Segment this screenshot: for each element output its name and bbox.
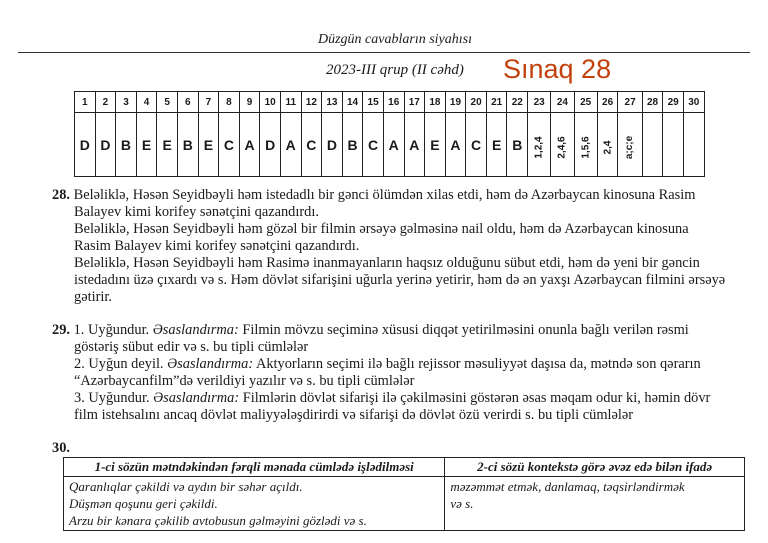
answer-value: 2,4,6 (556, 135, 568, 159)
col1-cell (64, 477, 445, 531)
answer-number-cell: 4 (136, 92, 157, 113)
synonym-text: və s. (450, 496, 474, 511)
group-label: 2023-III qrup (II cəhd) (326, 62, 464, 78)
answer-number-cell: 8 (219, 92, 240, 113)
question-number: 28. (52, 187, 70, 203)
answer-cell: B (177, 113, 198, 177)
col2-cell (445, 477, 745, 531)
question-29 (52, 322, 748, 424)
answer-cell: D (95, 113, 116, 177)
answer-number-cell: 26 (597, 92, 618, 113)
item-text: Aktyorların seçimi ilə bağlı rejissor məsuliyyət daşısa da, mətndə son qərarın (255, 356, 701, 372)
item-label: 2. Uyğun deyil. (74, 356, 164, 372)
answer-number-cell: 22 (507, 92, 528, 113)
item-text: Filmlərin dövlət sifarişi ilə çəkilməsini göstərən əsas məqam odur ki, həmin dövr (242, 390, 711, 406)
answer-number-cell: 15 (363, 92, 384, 113)
item-label: 1. Uyğundur. (73, 322, 150, 338)
item-text-cont: göstəriş sübut edir və s. bu tipli cümlələr (74, 339, 309, 355)
item-text-cont: “Azərbaycanfilm”də verildiyi yazılır və s. bu tipli cümlələr (74, 373, 415, 389)
answer-number-cell: 21 (486, 92, 507, 113)
answer-number-cell: 30 (683, 92, 704, 113)
answer-cell: E (486, 113, 507, 177)
answer-cell: E (136, 113, 157, 177)
answer-text: Rasim Balayev kimi korifey sənətçini qazandırdı. (74, 238, 360, 254)
answer-number-cell: 27 (618, 92, 642, 113)
answer-cell: B (116, 113, 137, 177)
answer-cell (597, 113, 618, 177)
answer-number-cell: 25 (574, 92, 597, 113)
answer-number-cell: 17 (404, 92, 425, 113)
answer-number-cell: 13 (322, 92, 343, 113)
answer-value: 2,4 (602, 140, 614, 154)
answer-value: 1,2,4 (533, 135, 545, 159)
answer-number-cell: 23 (528, 92, 551, 113)
answer-cell: A (404, 113, 425, 177)
answer-cell (683, 113, 704, 177)
answer-cell (642, 113, 663, 177)
example-sentence: Qaranlıqlar çəkildi və aydın bir səhər açıldı. (69, 479, 303, 494)
item-tag: Əsaslandırma: (153, 390, 240, 406)
question-28 (52, 187, 748, 306)
answer-cell: D (260, 113, 281, 177)
answer-text: Beləliklə, Həsən Seyidbəyli həm Rasimə inanmayanların haqsız olduğunu sübut etdi, həm də yeni bir gəncin (74, 255, 700, 271)
answer-number-cell: 12 (301, 92, 322, 113)
answer-number-cell: 5 (157, 92, 178, 113)
answer-cell (551, 113, 574, 177)
answer-text: Beləliklə, Həsən Seyidbəyli həm istedadlı bir gənci ölümdən xilas etdi, həm də Azərbaycan kinosuna Rasim (73, 187, 696, 203)
item-tag: Əsaslandırma: (167, 356, 254, 372)
example-sentence: Arzu bir kənara çəkilib avtobusun gəlməyini gözlədi və s. (69, 513, 367, 528)
answer-cell (618, 113, 642, 177)
answer-cell: A (383, 113, 404, 177)
question-number: 29. (52, 322, 70, 338)
answer-cell: C (466, 113, 487, 177)
item-text: Filmin mövzu seçiminə xüsusi diqqət yetirilməsini onunla bağlı verilən rəsmi (242, 322, 689, 338)
item-tag: Əsaslandırma: (152, 322, 239, 338)
answer-cell: A (239, 113, 260, 177)
answer-cell: C (363, 113, 384, 177)
question-30-table (63, 457, 745, 531)
answer-cell: D (75, 113, 96, 177)
example-sentence: Düşmən qoşunu geri çəkildi. (69, 496, 218, 511)
answer-cell (663, 113, 684, 177)
answer-cell: C (301, 113, 322, 177)
answer-value: 1,5,6 (580, 135, 592, 159)
answer-number-cell: 10 (260, 92, 281, 113)
answer-cell: D (322, 113, 343, 177)
answer-number-cell: 11 (280, 92, 301, 113)
answer-number-cell: 20 (466, 92, 487, 113)
header-divider (18, 52, 750, 53)
question-number: 30. (52, 440, 70, 456)
answer-number-cell: 9 (239, 92, 260, 113)
test-label: Sınaq 28 (503, 54, 612, 84)
answer-number-cell: 3 (116, 92, 137, 113)
answer-cell: E (198, 113, 219, 177)
answer-number-cell: 24 (551, 92, 574, 113)
synonym-text: məzəmmət etmək, danlamaq, təqsirləndirmək (450, 479, 685, 494)
item-text-cont: film istehsalını ancaq dövlət maliyyələşdirirdi və sifarişi də dövlət özü verirdi s. bu tipli cümlələr (74, 407, 634, 423)
answer-text: Balayev kimi korifey sənətçini qazandırdı. (74, 204, 319, 220)
item-label: 3. Uyğundur. (74, 390, 150, 406)
answer-text: gətirir. (74, 289, 112, 305)
col2-header: 2-ci sözü kontekstə görə əvəz edə bilən ifadə (445, 458, 745, 477)
answer-cell: B (507, 113, 528, 177)
answer-key-number-row (75, 92, 705, 113)
question-30-number (52, 440, 748, 457)
answer-key-table (74, 91, 705, 177)
page-title: Düzgün cavabların siyahısı (318, 32, 472, 47)
answer-number-cell: 28 (642, 92, 663, 113)
answer-cell: A (445, 113, 466, 177)
answer-cell (528, 113, 551, 177)
col1-header: 1-ci sözün mətndəkindən fərqli mənada cümlədə işlədilməsi (64, 458, 445, 477)
answer-cell: E (425, 113, 446, 177)
answer-cell: E (157, 113, 178, 177)
answer-number-cell: 29 (663, 92, 684, 113)
answer-text: Beləliklə, Həsən Seyidbəyli həm gözəl bir filmin ərsəyə gəlməsinə nail oldu, həm də Azərbaycan kinosuna (74, 221, 689, 237)
answer-number-cell: 6 (177, 92, 198, 113)
answer-cell: A (280, 113, 301, 177)
answer-text: istedadını üzə çıxardı və s. Həm dövlət sifarişini uğurla yerinə yetirir, həm də ən yaxşı Azərbaycan filmini ərsəyə (74, 272, 726, 288)
answer-number-cell: 14 (342, 92, 363, 113)
answer-key-answer-row (75, 113, 705, 177)
answer-cell (574, 113, 597, 177)
answer-number-cell: 1 (75, 92, 96, 113)
answer-value: a;c;e (624, 135, 636, 159)
answer-cell: B (342, 113, 363, 177)
answer-number-cell: 19 (445, 92, 466, 113)
answer-number-cell: 18 (425, 92, 446, 113)
answer-number-cell: 7 (198, 92, 219, 113)
answer-number-cell: 16 (383, 92, 404, 113)
answer-cell: C (219, 113, 240, 177)
answer-number-cell: 2 (95, 92, 116, 113)
